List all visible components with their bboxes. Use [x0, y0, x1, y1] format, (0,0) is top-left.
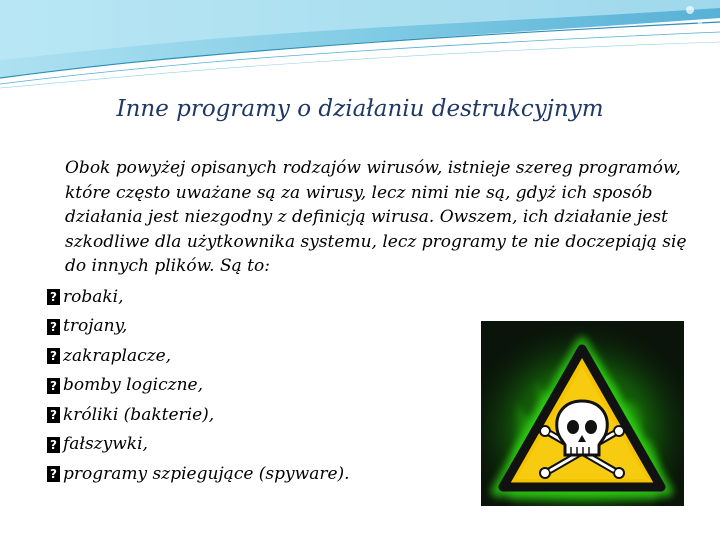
list-item: [47, 283, 687, 313]
list-item-label: fałszywki,: [63, 434, 148, 454]
header-wave-decoration: [0, 0, 720, 90]
list-item-label: trojany,: [63, 316, 128, 336]
unknown-glyph-icon: ?: [47, 319, 60, 335]
list-item-label: bomby logiczne,: [63, 375, 204, 395]
toxic-hazard-skull-icon: [481, 321, 684, 506]
list-item-label: programy szpiegujące (spyware).: [63, 463, 350, 484]
unknown-glyph-icon: ?: [47, 289, 60, 305]
list-item-label: zakraplacze,: [63, 345, 172, 366]
unknown-glyph-icon: ?: [47, 466, 60, 482]
unknown-glyph-icon: ?: [47, 348, 60, 364]
unknown-glyph-icon: ?: [47, 437, 60, 453]
unknown-glyph-icon: ?: [47, 407, 60, 423]
unknown-glyph-icon: ?: [47, 378, 60, 394]
slide-title: Inne programy o działaniu destrukcyjnym: [116, 96, 604, 122]
intro-paragraph: Obok powyżej opisanych rodzajów wirusów, istnieje szereg programów, które często uważane są za wirusy, lecz nimi nie są, gdyż ich sposób działania jest niezgodny z definicją wirusa. Owszem, ich działanie jest szkodliwe dla użytkownika systemu, lecz programy te nie doczepiają się do innych plików. Są to:: [65, 158, 687, 276]
list-item-label: króliki (bakterie),: [63, 404, 215, 425]
list-item-label: robaki,: [63, 286, 124, 307]
